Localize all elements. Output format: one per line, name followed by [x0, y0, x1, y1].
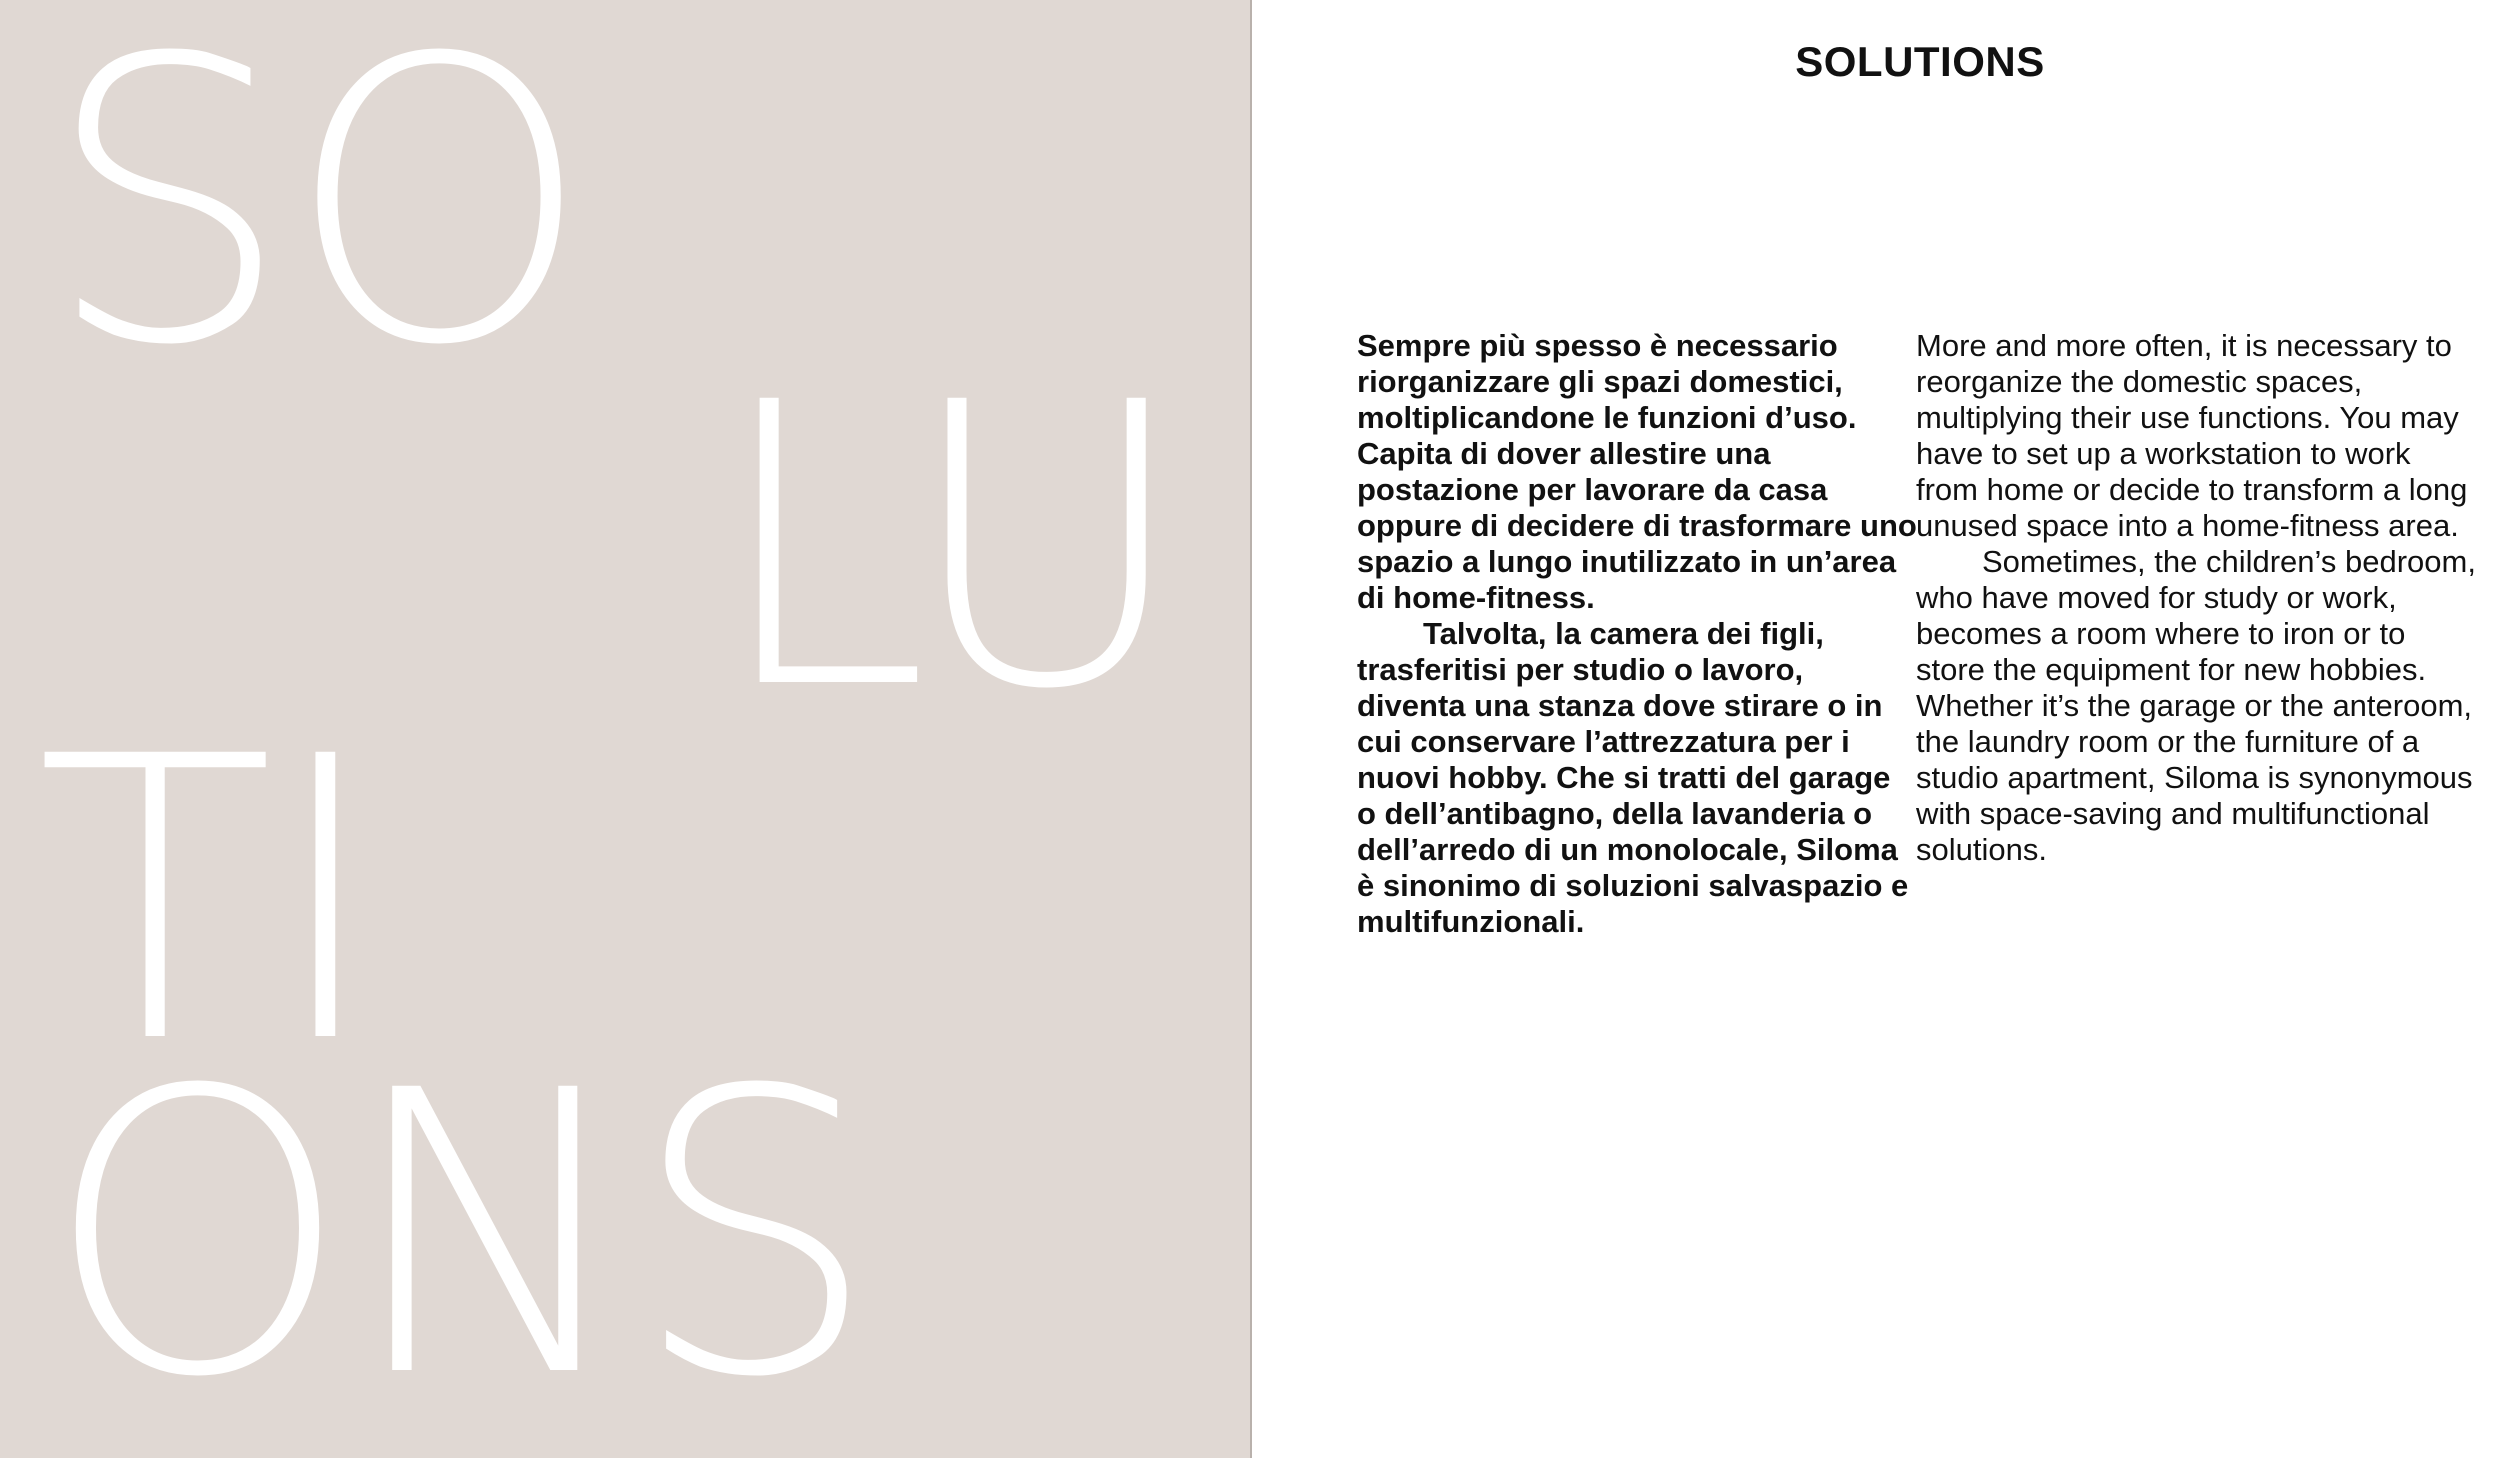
italian-text-column: [1357, 328, 1917, 940]
italian-paragraph-2: Talvolta, la camera dei figli, trasferitisi per studio o lavoro, diventa una stanza dove stirare o in cui conservare l’attrezzatura per i nuovi hobby. Che si tratti del garage o dell’antibagno, della lavanderia o dell’arredo di un monolocale, Siloma è sinonimo di soluzioni salvaspazio e multifunzionali.: [1357, 616, 1909, 939]
big-letters-lu: LU: [712, 320, 1184, 774]
big-letters-so: SO: [44, 0, 587, 430]
big-letters-ons: ONS: [44, 1008, 873, 1458]
english-paragraph-1: More and more often, it is necessary to reorganize the domestic spaces, multiplying their use functions. You may have to set up a workstation to work from home or decide to transform a long unused space into a home-fitness area.: [1916, 328, 2468, 543]
english-paragraph-2: Sometimes, the children’s bedroom, who have moved for study or work, becomes a room where to iron or to store the equipment for new hobbies. Whether it’s the garage or the anteroom, the laundry room or the furniture of a studio apartment, Siloma is synonymous with space-saving and multifunctional solutions.: [1916, 544, 2476, 867]
page-title: SOLUTIONS: [1795, 38, 2045, 85]
big-letters-ti: TI: [36, 674, 378, 1128]
italian-paragraph-1: Sempre più spesso è necessario riorganizzare gli spazi domestici, moltiplicandone le funzioni d’uso. Capita di dover allestire una postazione per lavorare da casa oppure di decidere di trasformare uno spazio a lungo inutilizzato in un’area di home-fitness.: [1357, 328, 1917, 615]
english-text-column: [1916, 328, 2476, 868]
